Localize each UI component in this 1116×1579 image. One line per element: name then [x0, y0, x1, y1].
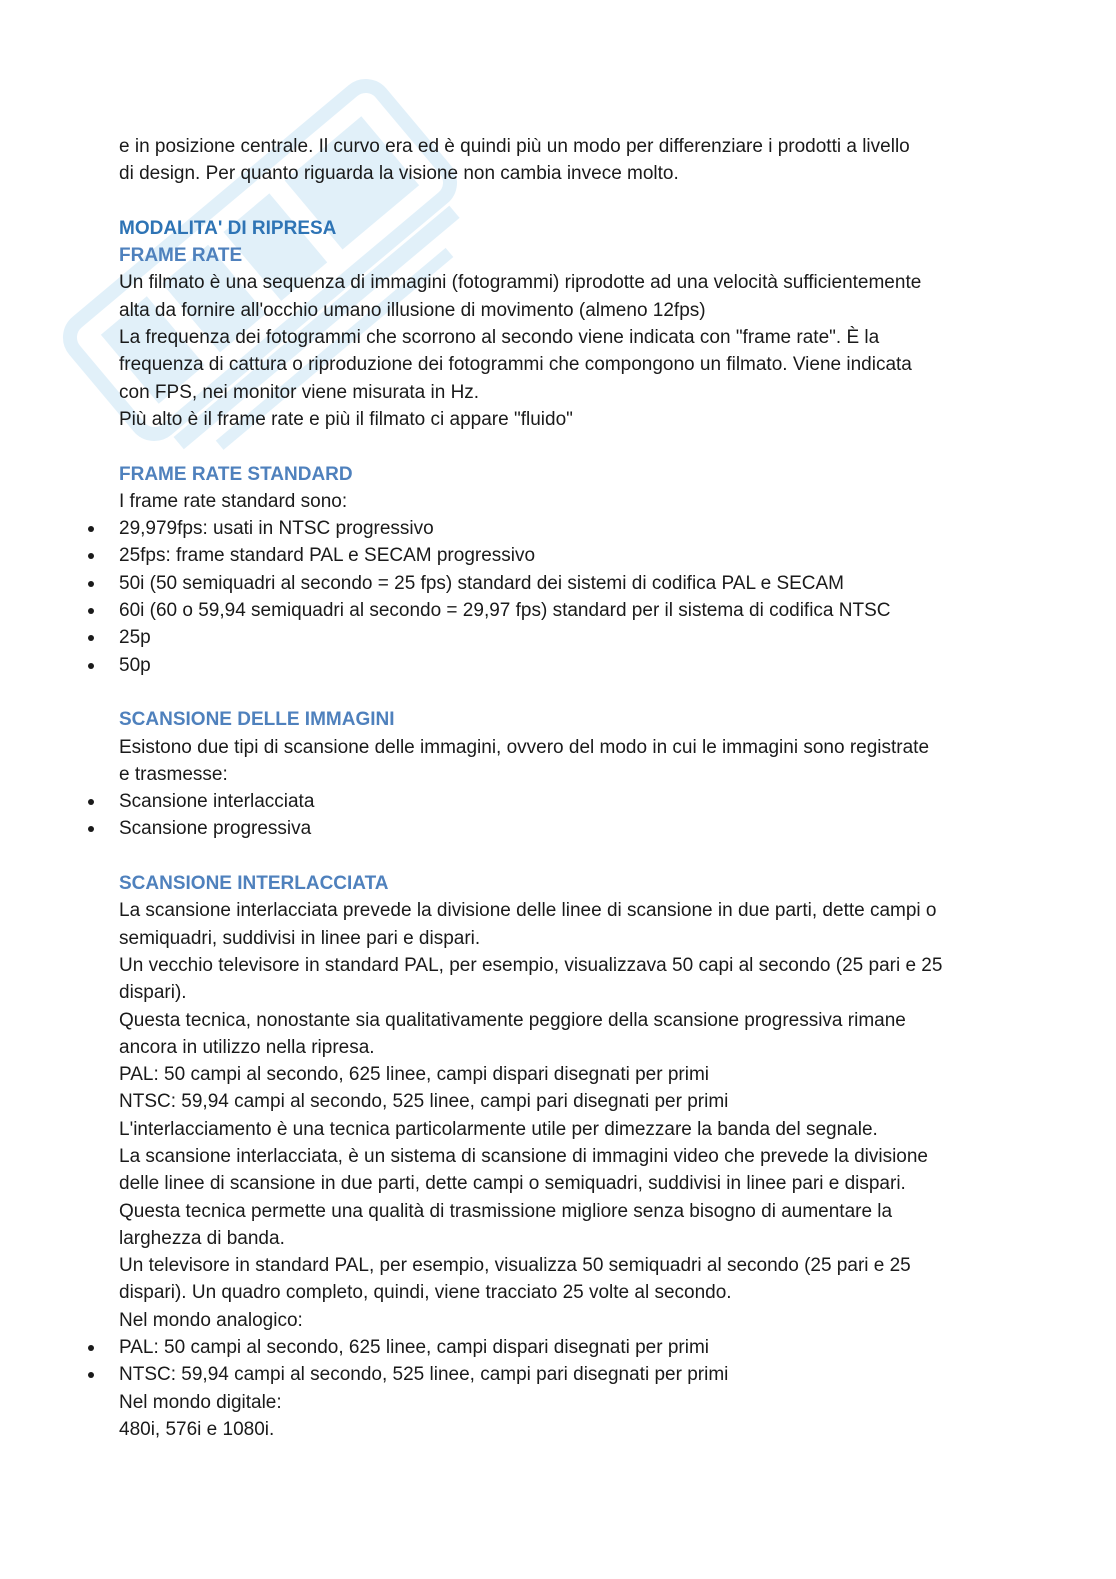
paragraph-line: Un vecchio televisore in standard PAL, per esempio, visualizzava 50 capi al secondo (25 pari e 25: [119, 954, 943, 976]
list-item: Scansione progressiva: [119, 815, 1009, 842]
paragraph-line: delle linee di scansione in due parti, dette campi o semiquadri, suddivisi in linee pari e dispari.: [119, 1173, 906, 1195]
scansione-heading: SCANSIONE DELLE IMMAGINI: [119, 709, 395, 731]
list-item: 25p: [119, 624, 1009, 651]
intro-line-2: di design. Per quanto riguarda la visione non cambia invece molto.: [119, 163, 679, 185]
paragraph-line: NTSC: 59,94 campi al secondo, 525 linee, campi pari disegnati per primi: [119, 1091, 729, 1113]
list-item: 25fps: frame standard PAL e SECAM progressivo: [119, 542, 1009, 569]
list-item: 50i (50 semiquadri al secondo = 25 fps) standard dei sistemi di codifica PAL e SECAM: [119, 570, 1009, 597]
section-title: MODALITA' DI RIPRESA: [119, 217, 337, 239]
paragraph-line: dispari). Un quadro completo, quindi, viene tracciato 25 volte al secondo.: [119, 1282, 732, 1304]
paragraph-line: ancora in utilizzo nella ripresa.: [119, 1036, 375, 1058]
paragraph-line: 480i, 576i e 1080i.: [119, 1418, 275, 1440]
paragraph-line: semiquadri, suddivisi in linee pari e dispari.: [119, 927, 481, 949]
paragraph-line: frequenza di cattura o riproduzione dei fotogrammi che compongono un filmato. Viene indicata: [119, 354, 912, 376]
list-item: Scansione interlacciata: [119, 788, 1009, 815]
paragraph-line: alta da fornire all'occhio umano illusione di movimento (almeno 12fps): [119, 299, 706, 321]
frame-rate-heading: FRAME RATE: [119, 245, 243, 267]
list-item: 60i (60 o 59,94 semiquadri al secondo = 29,97 fps) standard per il sistema di codifica NTSC: [119, 597, 1009, 624]
list-item: 29,979fps: usati in NTSC progressivo: [119, 515, 1009, 542]
interlacciata-heading: SCANSIONE INTERLACCIATA: [119, 873, 389, 895]
list-item: 50p: [119, 652, 1009, 679]
analogico-list: [119, 1334, 1009, 1389]
paragraph-line: La scansione interlacciata prevede la divisione delle linee di scansione in due parti, dette campi o: [119, 900, 937, 922]
paragraph-line: Nel mondo digitale:: [119, 1391, 282, 1413]
document-page: [119, 133, 1009, 1443]
paragraph-line: e trasmesse:: [119, 763, 228, 785]
paragraph-line: dispari).: [119, 982, 187, 1004]
paragraph-line: L'interlacciamento è una tecnica particolarmente utile per dimezzare la banda del segnale.: [119, 1118, 878, 1140]
intro-line-1: e in posizione centrale. Il curvo era ed è quindi più un modo per differenziare i prodotti a livello: [119, 136, 910, 157]
paragraph-line: Questa tecnica, nonostante sia qualitativamente peggiore della scansione progressiva rimane: [119, 1009, 906, 1031]
paragraph-line: PAL: 50 campi al secondo, 625 linee, campi dispari disegnati per primi: [119, 1064, 710, 1086]
paragraph-line: Un filmato è una sequenza di immagini (fotogrammi) riprodotte ad una velocità sufficientemente: [119, 272, 922, 294]
scansione-list: [119, 788, 1009, 843]
paragraph-line: Questa tecnica permette una qualità di trasmissione migliore senza bisogno di aumentare la: [119, 1200, 893, 1222]
frame-rate-list: [119, 515, 1009, 679]
list-item: PAL: 50 campi al secondo, 625 linee, campi dispari disegnati per primi: [119, 1334, 1009, 1361]
paragraph-line: Esistono due tipi di scansione delle immagini, ovvero del modo in cui le immagini sono registrate: [119, 736, 930, 758]
paragraph-line: I frame rate standard sono:: [119, 490, 348, 512]
paragraph-line: con FPS, nei monitor viene misurata in Hz.: [119, 381, 480, 403]
list-item: NTSC: 59,94 campi al secondo, 525 linee, campi pari disegnati per primi: [119, 1361, 1009, 1388]
paragraph-line: La scansione interlacciata, è un sistema di scansione di immagini video che prevede la divisione: [119, 1145, 929, 1167]
paragraph-line: Nel mondo analogico:: [119, 1309, 303, 1331]
paragraph-line: Un televisore in standard PAL, per esempio, visualizza 50 semiquadri al secondo (25 pari e 25: [119, 1255, 911, 1277]
paragraph-line: Più alto è il frame rate e più il filmato ci appare "fluido": [119, 408, 573, 430]
paragraph-line: larghezza di banda.: [119, 1227, 285, 1249]
frame-rate-standard-heading: FRAME RATE STANDARD: [119, 463, 353, 485]
paragraph-line: La frequenza dei fotogrammi che scorrono al secondo viene indicata con "frame rate". È la: [119, 327, 880, 349]
